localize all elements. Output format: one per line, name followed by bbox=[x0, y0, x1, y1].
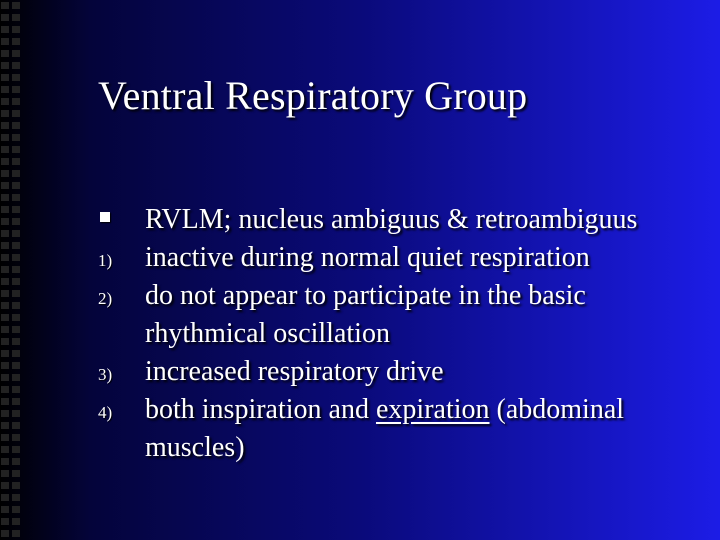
decorative-square bbox=[1, 170, 9, 177]
decorative-square bbox=[1, 278, 9, 285]
decorative-square bbox=[12, 2, 20, 9]
decorative-square bbox=[1, 290, 9, 297]
decorative-square bbox=[12, 122, 20, 129]
left-decorative-strip bbox=[0, 0, 22, 540]
decorative-square bbox=[1, 458, 9, 465]
list-item-text-part: (abdominal muscles) bbox=[145, 394, 625, 463]
decorative-square bbox=[12, 434, 20, 441]
decorative-square bbox=[12, 374, 20, 381]
list-item-text: inactive during normal quiet respiration bbox=[145, 242, 590, 273]
decorative-square bbox=[1, 470, 9, 477]
decorative-square bbox=[12, 194, 20, 201]
decorative-square bbox=[12, 398, 20, 405]
decorative-square bbox=[12, 98, 20, 105]
list-item bbox=[98, 391, 713, 467]
decorative-square bbox=[1, 62, 9, 69]
decorative-square bbox=[12, 518, 20, 525]
decorative-square bbox=[12, 302, 20, 309]
decorative-square bbox=[12, 278, 20, 285]
decorative-square bbox=[12, 170, 20, 177]
list-item-number: 2) bbox=[98, 289, 113, 308]
decorative-square bbox=[1, 2, 9, 9]
list-item-text: RVLM; nucleus ambiguus & retroambiguus bbox=[145, 204, 638, 235]
decorative-square bbox=[12, 146, 20, 153]
list-item-number: 1) bbox=[98, 251, 113, 270]
decorative-square bbox=[12, 458, 20, 465]
decorative-square bbox=[12, 290, 20, 297]
decorative-square bbox=[1, 506, 9, 513]
decorative-square bbox=[12, 50, 20, 57]
list-item-text: increased respiratory drive bbox=[145, 356, 444, 387]
decorative-square bbox=[12, 38, 20, 45]
underlined-term: expiration bbox=[375, 394, 490, 425]
decorative-square bbox=[1, 386, 9, 393]
decorative-square bbox=[1, 446, 9, 453]
decorative-square bbox=[12, 470, 20, 477]
decorative-square bbox=[1, 398, 9, 405]
decorative-square bbox=[12, 482, 20, 489]
decorative-square bbox=[12, 254, 20, 261]
decorative-square bbox=[12, 218, 20, 225]
decorative-square bbox=[12, 86, 20, 93]
decorative-square bbox=[1, 242, 9, 249]
square-bullet-icon bbox=[100, 212, 110, 222]
decorative-square bbox=[12, 506, 20, 513]
decorative-square bbox=[12, 350, 20, 357]
decorative-square bbox=[12, 422, 20, 429]
decorative-square bbox=[12, 206, 20, 213]
decorative-square bbox=[12, 326, 20, 333]
decorative-square bbox=[12, 530, 20, 537]
decorative-square bbox=[1, 86, 9, 93]
decorative-square bbox=[1, 254, 9, 261]
decorative-square bbox=[1, 182, 9, 189]
list-item-number: 4) bbox=[98, 403, 113, 422]
decorative-square bbox=[1, 530, 9, 537]
bullet-list bbox=[98, 201, 713, 467]
decorative-square bbox=[12, 14, 20, 21]
decorative-square bbox=[1, 26, 9, 33]
decorative-square bbox=[1, 110, 9, 117]
decorative-square bbox=[12, 110, 20, 117]
decorative-square bbox=[12, 62, 20, 69]
decorative-square bbox=[12, 386, 20, 393]
decorative-square bbox=[1, 122, 9, 129]
decorative-square bbox=[1, 338, 9, 345]
decorative-square bbox=[1, 482, 9, 489]
list-item bbox=[98, 353, 713, 391]
decorative-square bbox=[1, 302, 9, 309]
decorative-square bbox=[12, 182, 20, 189]
decorative-square bbox=[1, 194, 9, 201]
decorative-square bbox=[12, 362, 20, 369]
decorative-square bbox=[1, 374, 9, 381]
decorative-square bbox=[12, 158, 20, 165]
decorative-square bbox=[12, 134, 20, 141]
decorative-square bbox=[12, 446, 20, 453]
list-item bbox=[98, 277, 713, 353]
decorative-square bbox=[1, 134, 9, 141]
decorative-square bbox=[1, 434, 9, 441]
decorative-square bbox=[1, 494, 9, 501]
decorative-square bbox=[1, 98, 9, 105]
decorative-square bbox=[1, 266, 9, 273]
decorative-square bbox=[12, 314, 20, 321]
decorative-square bbox=[12, 242, 20, 249]
list-item bbox=[98, 201, 713, 239]
decorative-square bbox=[12, 26, 20, 33]
decorative-square bbox=[12, 230, 20, 237]
decorative-square bbox=[1, 158, 9, 165]
list-item-text: do not appear to participate in the basic rhythmical oscillation bbox=[145, 280, 586, 349]
decorative-square bbox=[1, 350, 9, 357]
decorative-square bbox=[12, 266, 20, 273]
decorative-square bbox=[1, 14, 9, 21]
decorative-square bbox=[1, 410, 9, 417]
decorative-square bbox=[1, 314, 9, 321]
decorative-square bbox=[1, 518, 9, 525]
list-item bbox=[98, 239, 713, 277]
decorative-square bbox=[1, 326, 9, 333]
decorative-square bbox=[12, 338, 20, 345]
list-item-text bbox=[145, 391, 713, 467]
decorative-square bbox=[1, 206, 9, 213]
decorative-square bbox=[1, 74, 9, 81]
decorative-square bbox=[12, 410, 20, 417]
decorative-square bbox=[1, 230, 9, 237]
decorative-square bbox=[1, 50, 9, 57]
decorative-square bbox=[1, 362, 9, 369]
decorative-square bbox=[1, 38, 9, 45]
decorative-square bbox=[1, 146, 9, 153]
decorative-square bbox=[12, 74, 20, 81]
list-item-text-part: both inspiration and bbox=[145, 394, 376, 425]
decorative-square bbox=[1, 422, 9, 429]
list-item-number: 3) bbox=[98, 365, 113, 384]
decorative-square bbox=[1, 218, 9, 225]
decorative-square bbox=[12, 494, 20, 501]
slide-title: Ventral Respiratory Group bbox=[98, 73, 528, 118]
